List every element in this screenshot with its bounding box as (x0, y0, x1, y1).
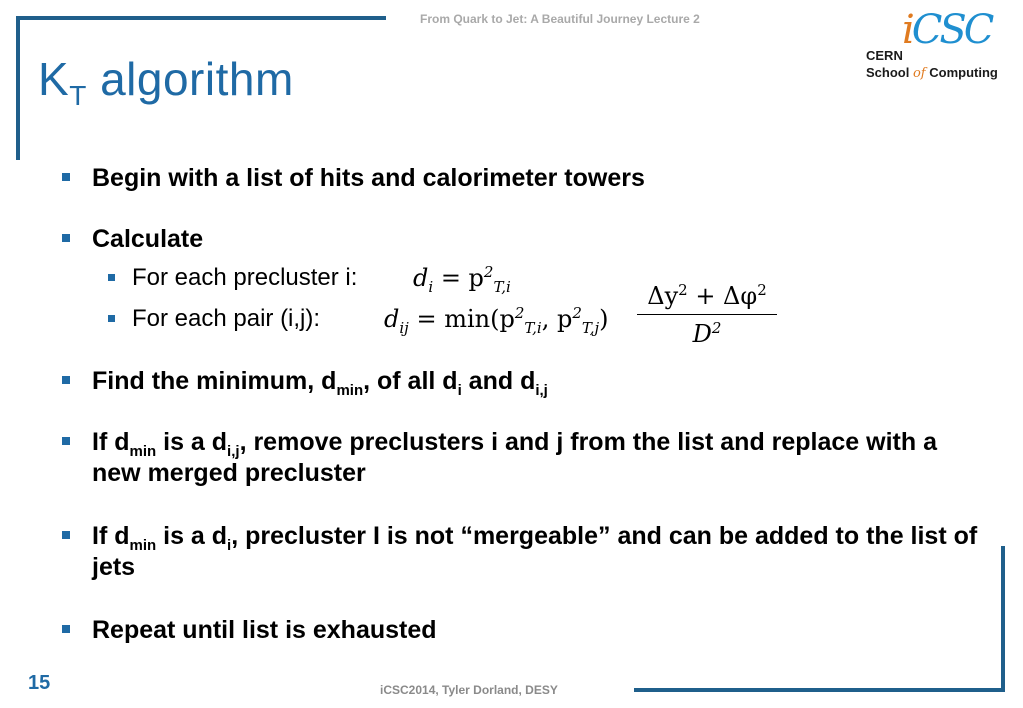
bullet-repeat: Repeat until list is exhausted (62, 615, 992, 646)
icsc-logo-mark: iCSC (902, 7, 992, 53)
fraction-denominator: $D^2$ (692, 319, 722, 348)
bullet-find-minimum: Find the minimum, $d_{min}$, of all $d_i$ and $d_{i,j}$ (62, 366, 992, 397)
bullet-square-icon (62, 625, 70, 633)
bullet-square-icon (62, 234, 70, 242)
bullet-square-icon (62, 376, 70, 384)
bullet-merge: If $d_{min}$ is a $d_{i,j}$, remove preclusters i and j from the list and replace with a new merged precluster (62, 427, 992, 489)
footer-credit: iCSC2014, Tyler Dorland, DESY (380, 683, 558, 697)
bullet-calculate: Calculate (62, 224, 992, 255)
sub-bullet-precluster: For each precluster i: (108, 263, 408, 293)
slide-title: $K_T$ algorithm (38, 53, 294, 112)
frame-left-line (16, 16, 20, 160)
bullet-not-mergeable: If $d_{min}$ is a $d_i$, precluster I is not “mergeable” and can be added to the list of jets (62, 521, 992, 583)
formula-di: $d_i = p^2_{T,i}$ (413, 263, 511, 296)
formula-dij: $d_{ij} = \min(p^2_{T,i}$, $p^2_{T,j}$) (384, 304, 609, 337)
bullet-square-icon (62, 173, 70, 181)
frame-right-line (1001, 546, 1005, 692)
page-number: 15 (28, 672, 51, 694)
frame-top-line (16, 16, 386, 20)
icsc-logo (866, 8, 1016, 82)
bullet-begin: Begin with a list of hits and calorimeter towers (62, 163, 992, 194)
bullet-square-icon (62, 437, 70, 445)
logo-cern-text: CERN (866, 48, 903, 63)
lecture-header: From Quark to Jet: A Beautiful Journey Lecture 2 (420, 12, 700, 26)
frame-bottom-line (634, 688, 1005, 692)
formula-fraction (637, 283, 777, 346)
sub-bullet-pair: For each pair (i,j): (108, 304, 408, 334)
fraction-numerator: $\Delta y^2 + \Delta\varphi^2$ (637, 283, 777, 315)
logo-school-text: School of Computing (866, 65, 998, 81)
bullet-square-icon (62, 531, 70, 539)
bullet-square-icon (108, 315, 115, 322)
bullet-square-icon (108, 274, 115, 281)
